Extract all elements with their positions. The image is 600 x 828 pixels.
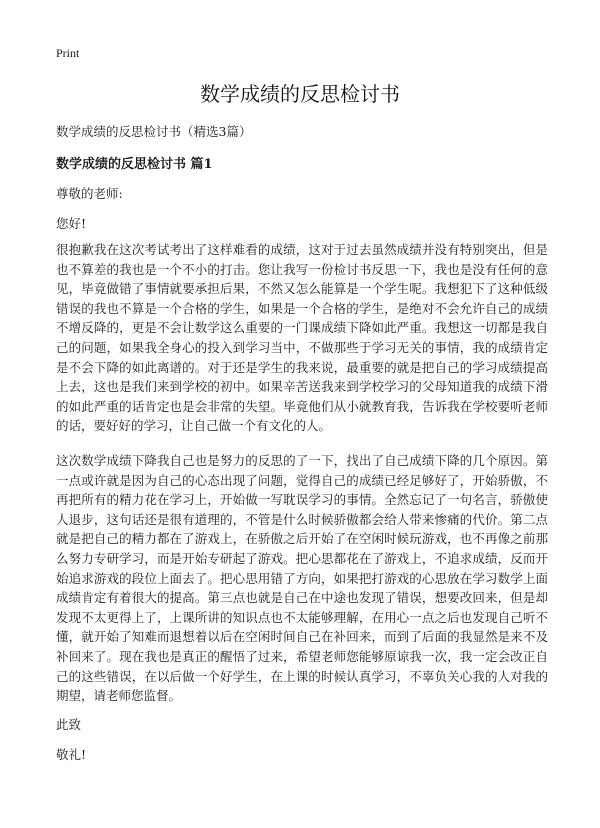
document-subtitle: 数学成绩的反思检讨书（精选3篇） (56, 124, 252, 139)
section-heading: 数学成绩的反思检讨书 篇1 (56, 157, 213, 172)
paragraph-1: 很抱歉我在这次考试考出了这样难看的成绩，这对于过去虽然成绩并没有特别突出，但是也不算差的我也是一个不小的打击。您让我写一份检讨书反思一下，我也是没有任何的意见，毕竟做错了事情就要承担后果，不然又怎么能算是一个学生呢。我想犯下了这种低级错误的我也不算是一个合格的学生，如果是一个合格的学生，是绝对不会允许自己的成绩不增反降的，更是不会让数学这么重要的一门课成绩下降如此严重。我想这一切都是我自己的问题，如果我全身心的投入到学习当中，不做那些于学习无关的事情，我的成绩肯定是不会下降的如此离谱的。对于还是学生的我来说，最重要的就是把自己的学习成绩提高上去，这也是我们来到学校的初中。如果辛苦送我来到学校学习的父母知道我的成绩下滑的如此严重的话肯定也是会非常的失望。毕竟他们从小就教育我，告诉我在学校要听老师的话，要好好的学习，让自己做一个有文化的人。 (56, 242, 548, 434)
paragraph-2: 这次数学成绩下降我自己也是努力的反思的了一下，找出了自己成绩下降的几个原因。第一点或许就是因为自己的心态出现了问题，觉得自己的成绩已经足够好了，开始骄傲，不再把所有的精力花在学习上，开始做一写耽误学习的事情。全然忘记了一句名言，骄傲使人退步，这句话还是很有道理的，不管是什么时候骄傲都会给人带来惨痛的代价。第二点就是把自己的精力都在了游戏上，在骄傲之后开始了在空闲时候玩游戏，也不再像之前那么努力专研学习，而是开始专研起了游戏。把心思都花在了游戏上，不追求成绩，反而开始追求游戏的段位上面去了。把心思用错了方向，如果把打游戏的心思放在学习数学上面成绩肯定有着很大的提高。第三点也就是自己在中途也发现了错误，想要改回来，但是却发现不太更得上了，上课所讲的知识点也不太能够理解，在用心一点之后也发现自己听不懂，就开始了知难而退想着以后在空闲时间自己在补回来，而到了后面的我显然是来不及补回来了。现在我也是真正的醒悟了过来，希望老师您能够原谅我一次，我一定会改正自己的这些错误，在以后做一个好学生，在上课的时候认真学习，不辜负关心我的人对我的期望，请老师您监督。 (56, 453, 548, 704)
regards: 敬礼! (56, 747, 87, 762)
print-link[interactable]: Print (56, 46, 80, 60)
document-title: 数学成绩的反思检讨书 (200, 82, 400, 106)
closing: 此致 (56, 717, 82, 732)
salutation: 尊敬的老师: (56, 186, 123, 201)
greeting: 您好! (56, 216, 87, 231)
